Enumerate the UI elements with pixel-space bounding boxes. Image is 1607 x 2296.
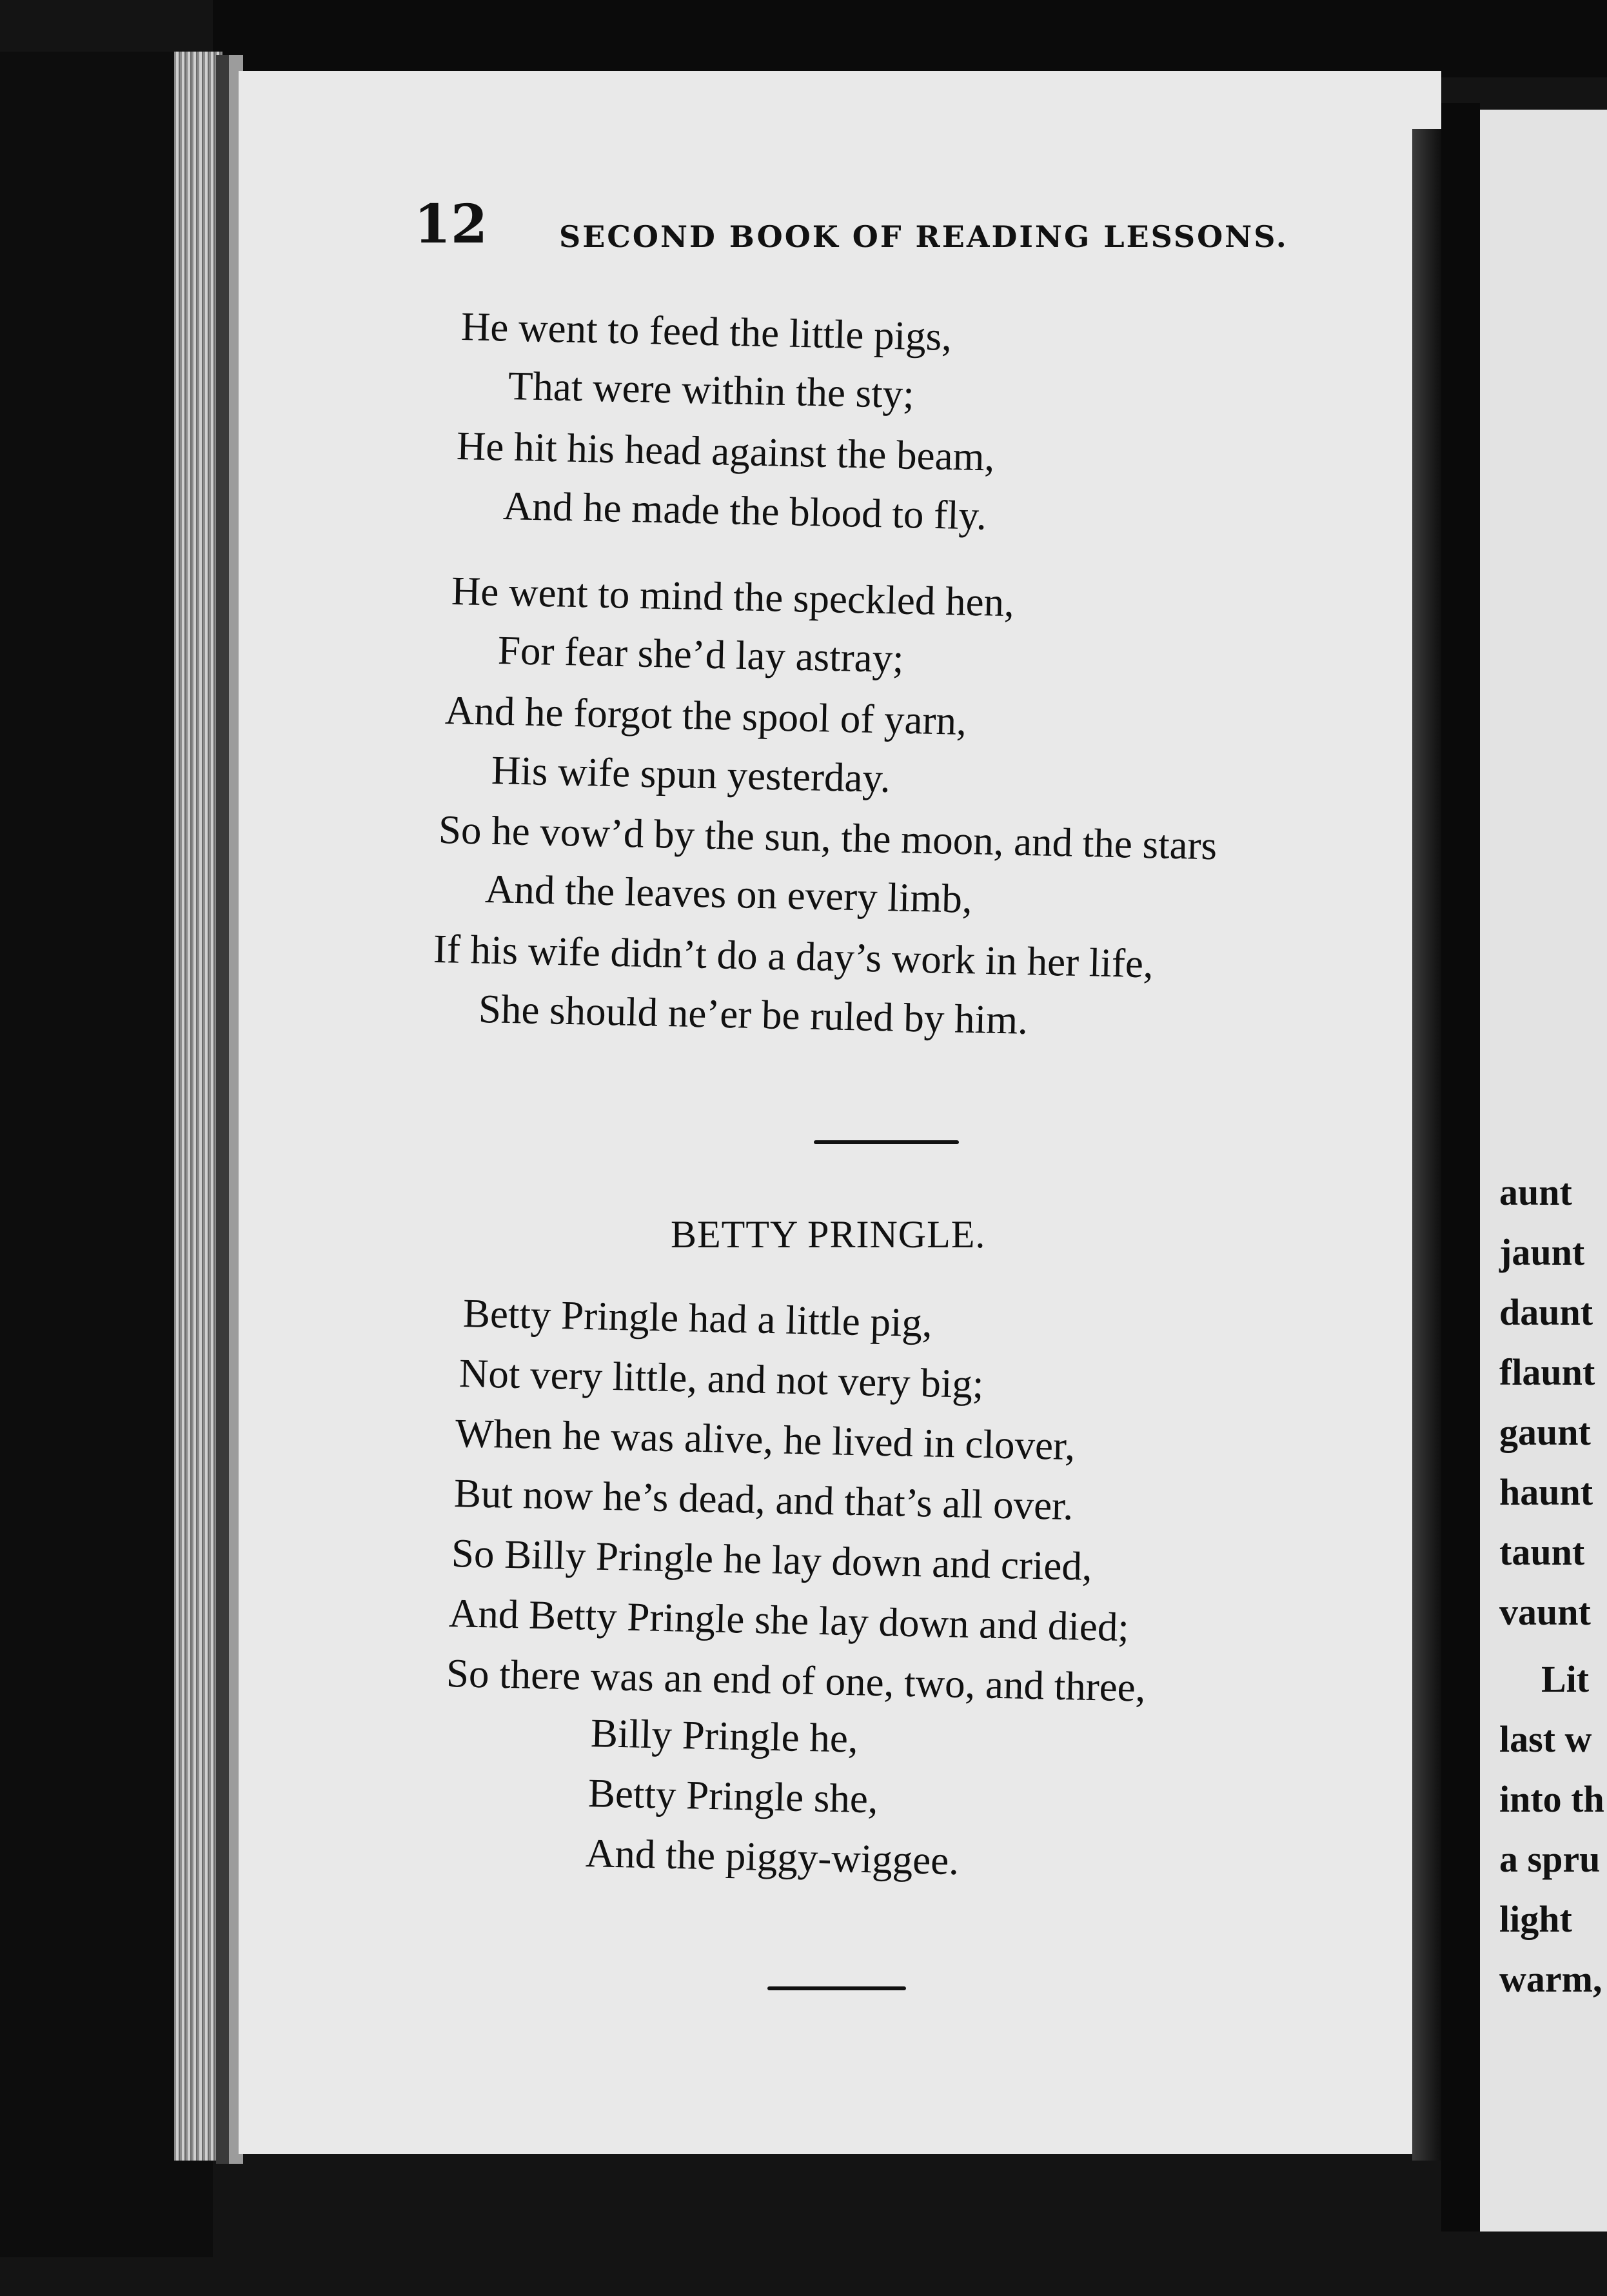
running-head: SECOND BOOK OF READING LESSONS.: [559, 219, 1288, 254]
book-spine-shadow: [216, 55, 229, 2164]
poem-line: And he forgot the spool of yarn,: [444, 688, 967, 744]
page-fold-shadow: [1412, 129, 1441, 2161]
poem-line: His wife spun yesterday.: [491, 747, 891, 801]
book-gutter: [1441, 103, 1480, 2232]
facing-page-word: Lit: [1541, 1658, 1590, 1700]
facing-page-word: a spru: [1499, 1838, 1601, 1880]
poem-line: And Betty Pringle she lay down and died;: [448, 1590, 1130, 1650]
poem-line: That were within the sty;: [508, 363, 915, 417]
poem-line: He went to feed the little pigs,: [460, 304, 952, 359]
poem-line: If his wife didn’t do a day’s work in her life,: [433, 926, 1154, 987]
facing-page-word: into th: [1499, 1778, 1604, 1820]
poem-line: He went to mind the speckled hen,: [451, 568, 1015, 626]
facing-page-word: last w: [1499, 1718, 1592, 1760]
poem-line: And the piggy-wiggee.: [585, 1830, 960, 1884]
section-divider: [814, 1140, 959, 1144]
end-divider: [767, 1986, 906, 1990]
page-edges: [174, 52, 222, 2161]
poem-line: So he vow’d by the sun, the moon, and the stars: [438, 807, 1218, 869]
facing-page-word: warm,: [1499, 1958, 1602, 2000]
facing-page-word: light: [1499, 1898, 1572, 1940]
facing-page-word: jaunt: [1499, 1231, 1585, 1273]
poem-line: Betty Pringle she,: [587, 1770, 879, 1822]
facing-page-word: aunt: [1499, 1171, 1572, 1213]
poem-title: BETTY PRINGLE.: [671, 1213, 986, 1256]
facing-page-word: haunt: [1499, 1471, 1593, 1513]
poem-line: So Billy Pringle he lay down and cried,: [451, 1530, 1093, 1589]
facing-page-word: flaunt: [1499, 1351, 1595, 1393]
poem-line: Billy Pringle he,: [590, 1710, 859, 1761]
page-number: 12: [414, 193, 488, 255]
facing-page-word: vaunt: [1499, 1591, 1591, 1633]
poem-line: For fear she’d lay astray;: [497, 628, 905, 682]
poem-line: Betty Pringle had a little pig,: [462, 1291, 933, 1346]
poem-line: And he made the blood to fly.: [502, 483, 987, 539]
scan-border-top: [213, 0, 1607, 77]
facing-page-word: gaunt: [1499, 1411, 1591, 1453]
facing-page-word: taunt: [1499, 1531, 1585, 1573]
poem-line: When he was alive, he lived in clover,: [455, 1410, 1076, 1469]
facing-page-word: daunt: [1499, 1291, 1593, 1333]
poem-line: He hit his head against the beam,: [456, 423, 996, 480]
facing-page: [1480, 110, 1607, 2232]
poem-line: But now he’s dead, and that’s all over.: [453, 1470, 1074, 1529]
page-header: [414, 193, 1510, 264]
poem-line: And the leaves on every limb,: [484, 866, 973, 922]
poem-line: She should ne’er be ruled by him.: [478, 986, 1029, 1043]
poem-line: Not very little, and not very big;: [458, 1351, 985, 1407]
poem-line: So there was an end of one, two, and three,: [446, 1650, 1147, 1710]
